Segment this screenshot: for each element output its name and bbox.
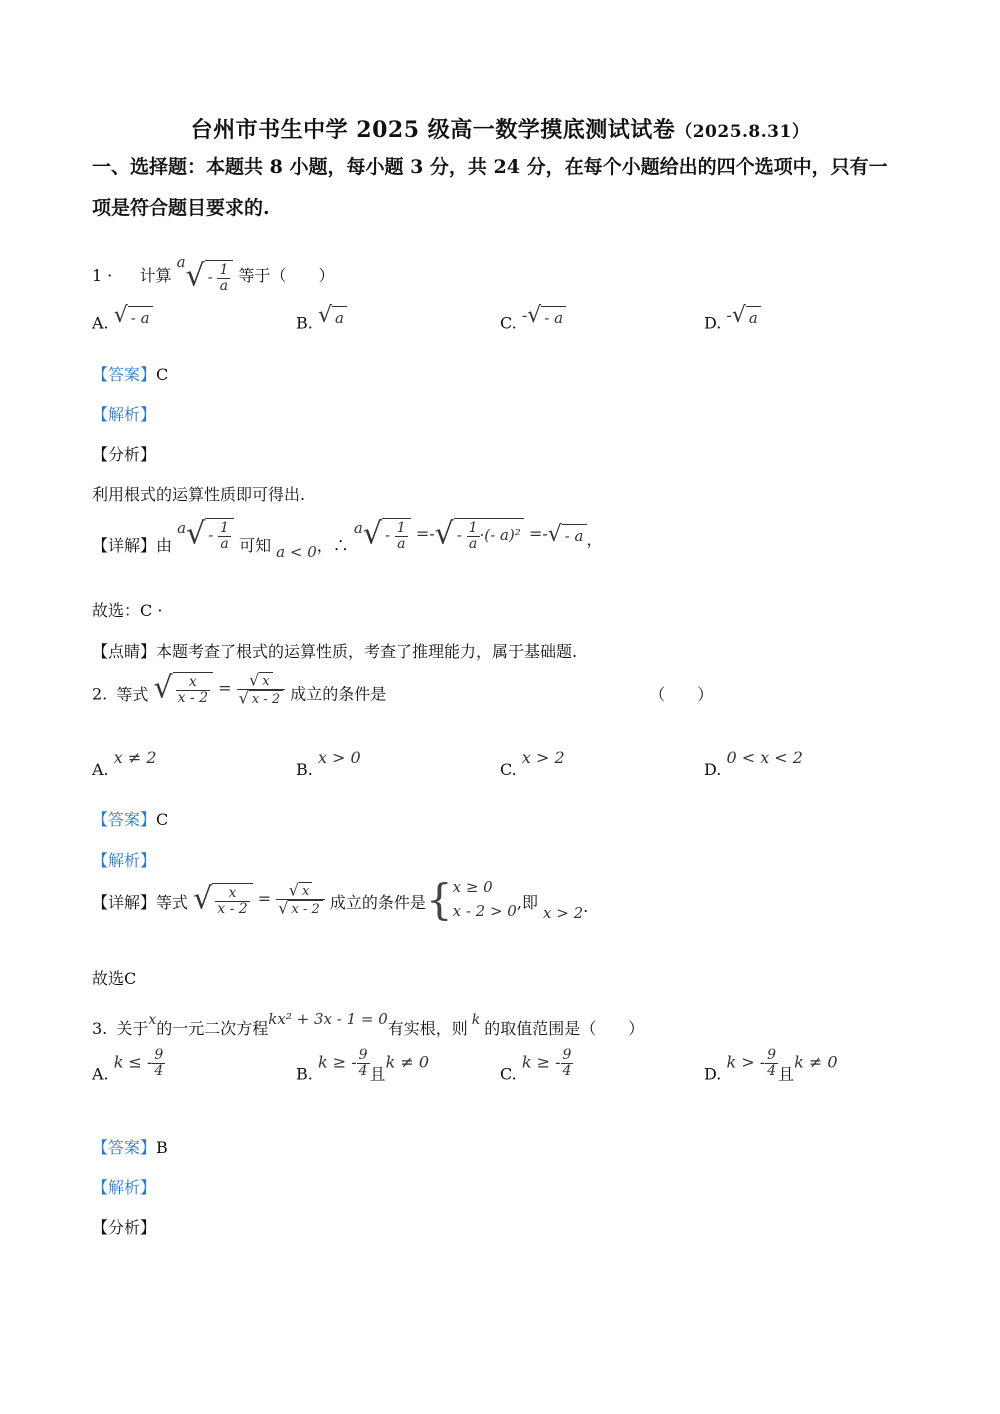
q2-option-b: B. x > 0 [296, 748, 361, 779]
q1-analysis-label: 【解析】 [92, 405, 157, 424]
section-header-line1: 一、选择题：本题共 8 小题，每小题 3 分，共 24 分，在每个小题给出的四个选项中，只有一 [92, 156, 888, 178]
q1-radical: √ - $\frac{1}{a}$ [186, 260, 234, 293]
q1-option-c: C. -√ - a [500, 305, 566, 333]
q1-number: 1 · [92, 266, 113, 285]
q1-dianjing: 【点睛】本题考查了根式的运算性质，考查了推理能力，属于基础题. [92, 642, 578, 661]
q1-answer: 【答案】C [92, 365, 169, 384]
q2-option-d: D. 0 < x < 2 [704, 748, 803, 779]
q2-option-a: A. x ≠ 2 [92, 748, 157, 779]
q1-fenxi-label: 【分析】 [92, 445, 157, 464]
q3-analysis-label: 【解析】 [92, 1178, 157, 1197]
q2-answer: 【答案】C [92, 810, 169, 829]
q3-option-b: B. k ≥ - $\frac{9}{4}$ 且k ≠ 0 [296, 1047, 430, 1084]
q1-option-d: D. -√ a [704, 305, 761, 333]
q3-fenxi-label: 【分析】 [92, 1218, 157, 1237]
q2-option-c: C. x > 2 [500, 748, 565, 779]
question-3: 3. 关于x的一元二次方程kx² + 3x - 1 = 0有实根，则 k 的取值范围是（ ） [92, 1010, 645, 1038]
title-date: （2025.8.31） [675, 122, 810, 142]
q1-suffix: 等于（ ） [238, 266, 335, 285]
q1-formula-a: a [176, 253, 186, 271]
question-1 [92, 253, 335, 293]
q3-option-c: C. k ≥ - $\frac{9}{4}$ [500, 1047, 572, 1084]
page-title [0, 113, 1000, 144]
q1-prefix: 计算 [139, 266, 172, 285]
q3-option-d: D. k > - $\frac{9}{4}$ 且k ≠ 0 [704, 1047, 838, 1084]
q2-analysis-label: 【解析】 [92, 851, 157, 870]
q3-answer: 【答案】B [92, 1138, 168, 1157]
q1-option-b: B. √ a [296, 305, 347, 333]
title-text: 台州市书生中学 2025 级高一数学摸底测试试卷 [190, 117, 676, 143]
section-header-line2: 项是符合题目要求的. [92, 197, 270, 219]
q1-choose: 故选：C · [92, 601, 163, 620]
q1-fenxi-text: 利用根式的运算性质即可得出. [92, 485, 306, 504]
q1-option-a: A. √ - a [92, 305, 153, 333]
q1-detail: 【详解】由 a√ - $\frac{1}{a}$ 可知 a < 0，∴ a√ - $\frac{1}{a}$ =-√ - $\frac{1}{a}$ ·(- a)² =-√ - a ， [92, 516, 603, 562]
q2-detail: 【详解】等式 √ $\frac{x}{x - 2}$ = $\frac{√ x}{√ x - 2}$ 成立的条件是{ x ≥ 0 x - 2 > 0 ,即 x > 2. [92, 875, 589, 924]
q2-choose: 故选C [92, 969, 137, 988]
q3-option-a: A. k ≤ - $\frac{9}{4}$ [92, 1047, 164, 1084]
question-2: 2. 等式 √ $\frac{x}{x - 2}$ = $\frac{√ x}{√ x - 2}$ 成立的条件是 （ ） [92, 670, 714, 707]
